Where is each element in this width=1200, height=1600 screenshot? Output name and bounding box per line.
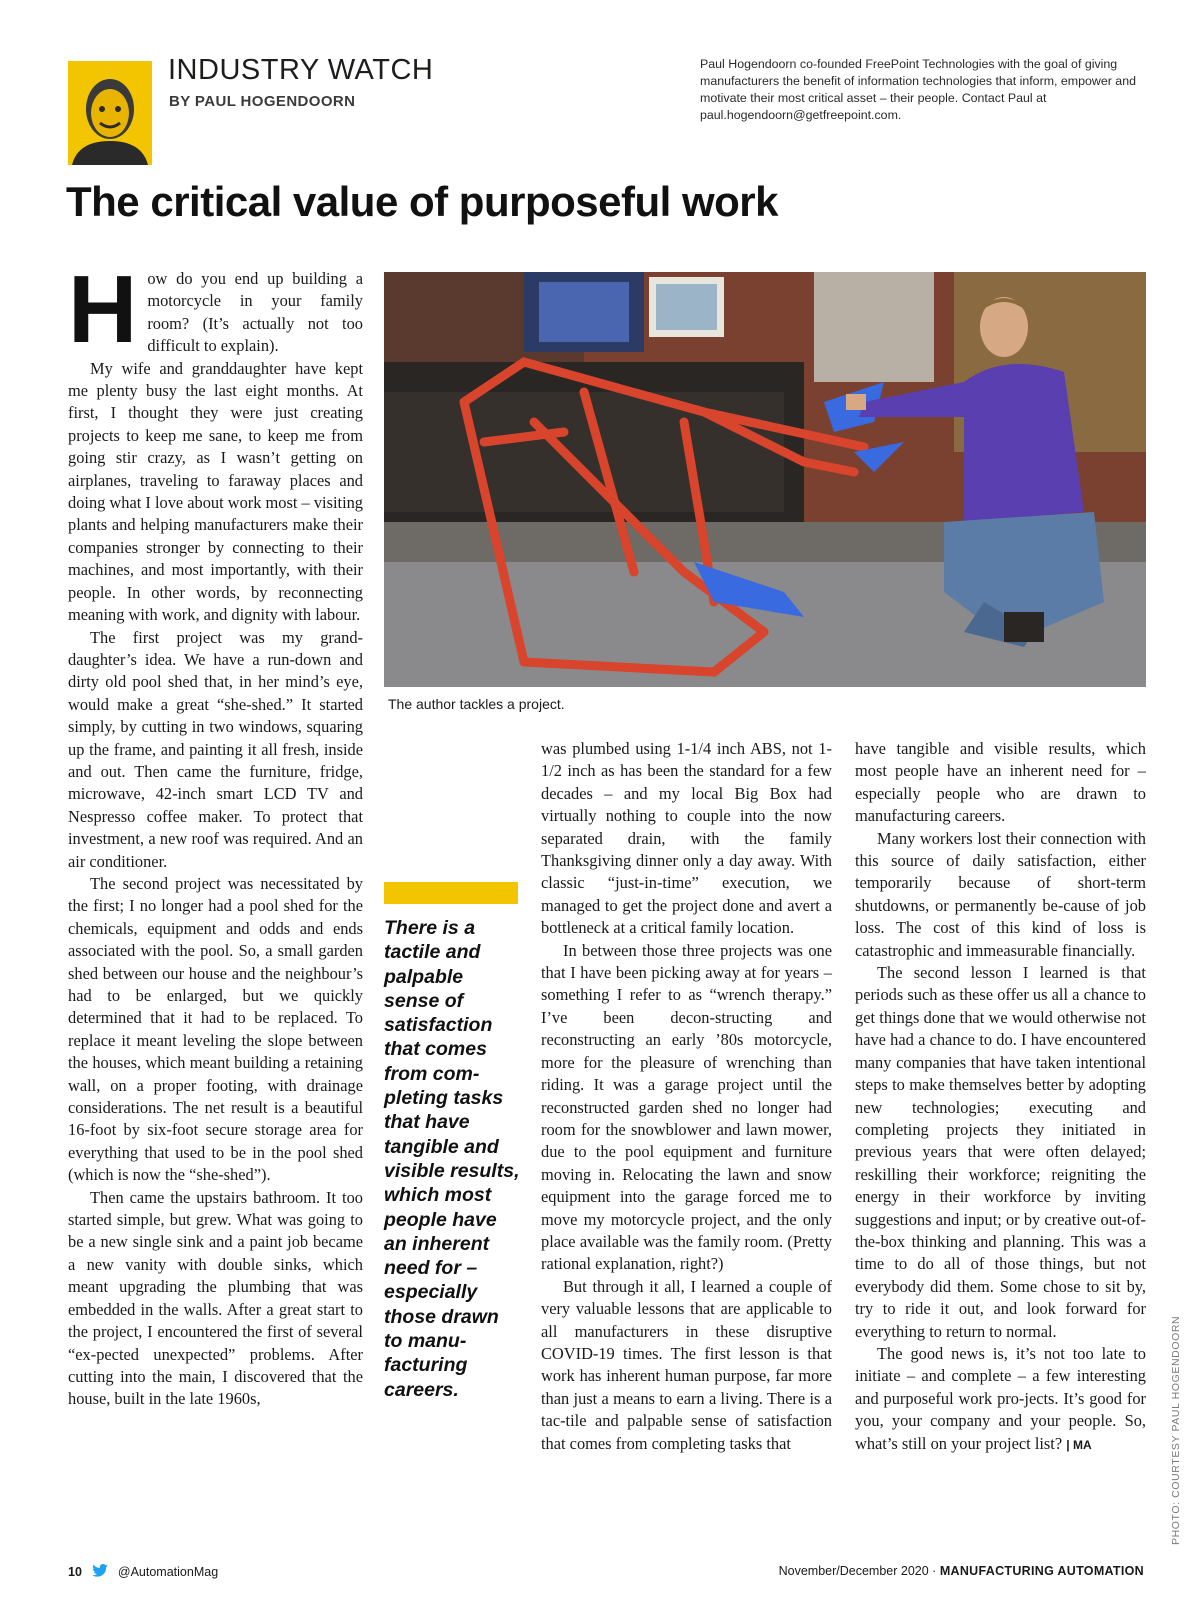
article-column-1 <box>68 256 364 1411</box>
article-paragraph: have tangible and visible results, which most people have an inherent need for – especially people who are drawn to manufacturing careers. <box>855 739 1146 826</box>
issue-date: November/December 2020 · <box>778 1564 937 1578</box>
photo-credit: PHOTO: COURTESY PAUL HOGENDOORN <box>1170 1315 1182 1545</box>
article-paragraph: Many workers lost their connection with this source of daily satisfaction, either temporarily because of short-term shutdowns, or permanently be-cause of job loss. The cost of this kind of loss is catastrophic and immeasurable financially. <box>855 828 1146 960</box>
article-photo <box>384 272 1146 687</box>
article-paragraph: My wife and granddaughter have kept me plenty busy the last eight months. At first, I thought they were just creating projects to keep me sane, to keep me from going stir crazy, as I wasn’t getting on airplanes, traveling to faraway places and doing what I love about work most – visiting plants and helping manufacturers make their companies stronger by connecting to their machines, and most importantly, with their people. In other words, by reconnecting meaning with work, and dignity with labour. <box>68 358 364 625</box>
article-paragraph: The good news is, it’s not too late to initiate – and complete – a few interesting and purposeful work pro-jects. It’s good for you, your company and your people. So, what’s still on your project list? | MA <box>855 1343 1146 1453</box>
article-column-4 <box>855 738 1146 1456</box>
author-portrait <box>68 61 152 165</box>
article-paragraph: The second project was necessitated by the first; I no longer had a pool shed for the chemicals, equipment and odds and ends associated with the pool. So, a small garden shed between our house and the neighbour’s had to be enlarged, but we quickly determined that it had to be replaced. To replace it meant leveling the slope between the houses, which meant building a retaining wall, on a proper footing, with drainage considerations. The net result is a beautiful 16-foot by six-foot secure storage area for everything that used to be in the pool shed (which is now the “she-shed”). <box>68 873 363 1185</box>
article-paragraph: was plumbed using 1-1/4 inch ABS, not 1-1/2 inch as has been the standard for a few decades – and my local Big Box had virtually nothing to couple into the now separated drain, with the family Thanksgiving dinner only a day away. With classic “just-in-time” execution, we managed to get the project done and avert a bottleneck at a critical family location. <box>541 739 832 938</box>
headline: The critical value of purposeful work <box>66 178 778 225</box>
twitter-handle: @AutomationMag <box>117 1565 219 1579</box>
byline: BY PAUL HOGENDOORN <box>169 93 356 110</box>
pull-quote: There is a tactile and palpable sense of satisfaction that comes from com-pleting tasks that have tangible and visible results, which most people have an inherent need for – especially those drawn to manu-facturing careers. <box>384 917 520 1401</box>
article-paragraph: How do you end up building a motorcycle in your family room? (It’s actually not too difficult to explain). <box>68 256 363 363</box>
drop-cap: H <box>68 256 138 363</box>
page-number: 10 <box>68 1565 82 1579</box>
photo-caption: The author tackles a project. <box>388 696 565 712</box>
twitter-bird-icon <box>92 1564 108 1580</box>
end-mark: | MA <box>1066 1437 1092 1452</box>
article-paragraph: Then came the upstairs bathroom. It too started simple, but grew. What was going to be a new single sink and a paint job became a new vanity with double sinks, which meant upgrading the plumbing that was embedded in the walls. After a great start to the project, I encountered the first of several “ex-pected unexpected” problems. After cutting into the main, I discovered that the house, built in the late 1960s, <box>68 1187 363 1409</box>
author-bio: Paul Hogendoorn co-founded FreePoint Technologies with the goal of giving manufacturers the benefit of information technologies that inform, empower and motivate their most critical asset – their people. Contact Paul at paul.hogendoorn@getfreepoint.com. <box>700 57 1136 122</box>
magazine-name: MANUFACTURING AUTOMATION <box>939 1564 1144 1578</box>
article-paragraph: The second lesson I learned is that periods such as these offer us all a chance to get things done that we would otherwise not have had a chance to do. I have encountered many companies that have taken intentional steps to make themselves better by adopting new technologies; executing and completing projects they initiated in previous years that were often delayed; reskilling their workforce; reigniting the energy in their workforce by inviting suggestions and input; or by creative out-of-the-box thinking and planning. This was a time to do all of those things, but not everybody did them. Some chose to sit by, try to ride it out, and look forward for everything to return to normal. <box>855 963 1146 1341</box>
pullquote-accent-bar <box>384 882 518 904</box>
section-title: INDUSTRY WATCH <box>168 54 434 86</box>
article-paragraph: In between those three projects was one that I have been picking away at for years – something I refer to as “wrench therapy.” I’ve been decon-structing and reconstructing an early ’80s motorcycle, more for the pleasure of wrenching than riding. It was a garage project until the reconstructed garden shed no longer had room for the snowblower and lawn mower, due to the pool equipment and furniture moving in. Relocating the lawn and snow equipment into the garage forced me to move my motorcycle project, and the only place available was the family room. (Pretty rational explanation, right?) <box>541 940 832 1274</box>
article-paragraph: The first project was my grand-daughter’s idea. We have a run-down and dirty old pool shed that, in her mind’s eye, would make a great “she-shed.” It started simply, by cutting in two windows, squaring up the frame, and painting it all fresh, inside and out. Then came the furniture, fridge, microwave, 42-inch smart LCD TV and Nespresso coffee maker. To protect that investment, a new roof was required. And an air conditioner. <box>68 627 363 871</box>
article-paragraph: But through it all, I learned a couple of very valuable lessons that are applicable to all manufacturers in these disruptive COVID-19 times. The first lesson is that work has inherent human purpose, far more than just a means to earn a living. There is a tac-tile and palpable sense of satisfaction that comes from completing tasks that <box>541 1276 832 1453</box>
footer-right <box>779 1564 1144 1578</box>
footer-left <box>68 1564 218 1580</box>
article-column-3 <box>541 738 832 1455</box>
